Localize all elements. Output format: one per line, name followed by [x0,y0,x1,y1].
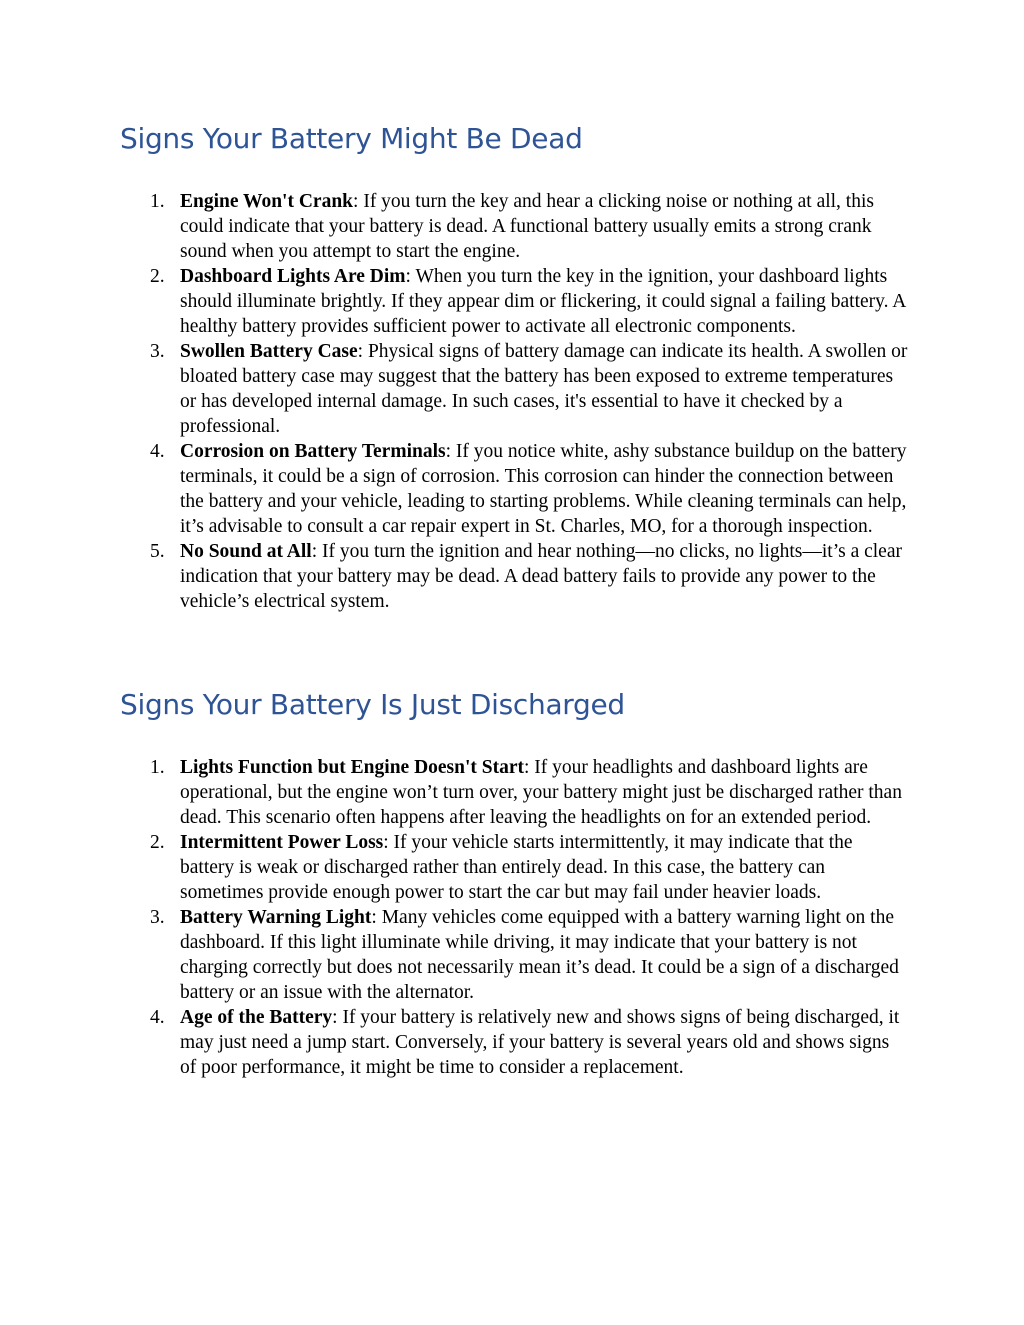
list-item-text: : Many vehicles come equipped with a battery warning light on the dashboard. If this light illuminate while driving, it may indicate that your battery is not charging correctly but does not necessarily mean it’s dead. It could be a sign of a discharged battery or an issue with the alternator. [180,907,899,1003]
list-item-term: Intermittent Power Loss [180,832,384,853]
list-item-text: : If your battery is relatively new and shows signs of being discharged, it may just need a jump start. Conversely, if your battery is several years old and shows signs of poor performance, it might be time to consider a replacement. [180,1007,900,1078]
list-item-text: : If you turn the ignition and hear nothing—no clicks, no lights—it’s a clear indication that your battery may be dead. A dead battery fails to provide any power to the vehicle’s electrical system. [180,541,902,612]
discharged-signs-list [150,755,910,1080]
section-heading-dead: Signs Your Battery Might Be Dead [120,122,583,155]
list-item-number: 4. [150,441,165,462]
list-item-term: Swollen Battery Case [180,341,358,362]
list-item [150,264,910,339]
list-item-text: : If your vehicle starts intermittently, it may indicate that the battery is weak or discharged rather than entirely dead. In this case, the battery can sometimes provide enough power to start the car but may fail under heavier loads. [180,832,853,903]
list-item-number: 3. [150,907,165,928]
list-item-number: 3. [150,341,165,362]
list-item-number: 5. [150,541,165,562]
list-item-text: : When you turn the key in the ignition, your dashboard lights should illuminate brightly. If they appear dim or flickering, it could signal a failing battery. A healthy battery provides sufficient power to activate all electronic components. [180,266,906,337]
list-item-number: 4. [150,1007,165,1028]
list-item-number: 2. [150,266,165,287]
list-item [150,439,910,539]
list-item [150,755,910,830]
list-item-term: Engine Won't Crank [180,191,354,212]
list-item [150,339,910,439]
list-item-text: : If your headlights and dashboard lights are operational, but the engine won’t turn over, your battery might just be discharged rather than dead. This scenario often happens after leaving the headlights on for an extended period. [180,757,902,828]
list-item [150,189,910,264]
list-item [150,830,910,905]
list-item-number: 1. [150,191,165,212]
list-item-number: 2. [150,832,165,853]
list-item-term: Corrosion on Battery Terminals [180,441,446,462]
section-heading-discharged: Signs Your Battery Is Just Discharged [120,688,625,721]
list-item-number: 1. [150,757,165,778]
list-item-text: : If you turn the key and hear a clicking noise or nothing at all, this could indicate that your battery is dead. A functional battery usually emits a strong crank sound when you attempt to start the engine. [180,191,874,262]
list-item [150,1005,910,1080]
list-item-term: Battery Warning Light [180,907,372,928]
list-item-term: Dashboard Lights Are Dim [180,266,406,287]
list-item-term: Age of the Battery [180,1007,333,1028]
list-item-term: No Sound at All [180,541,312,562]
list-item-text: : If you notice white, ashy substance buildup on the battery terminals, it could be a sign of corrosion. This corrosion can hinder the connection between the battery and your vehicle, leading to starting problems. While cleaning terminals can help, it’s advisable to consult a car repair expert in St. Charles, MO, for a thorough inspection. [180,441,907,537]
dead-signs-list [150,189,910,614]
list-item-text: : Physical signs of battery damage can indicate its health. A swollen or bloated battery case may suggest that the battery has been exposed to extreme temperatures or has developed internal damage. In such cases, it's essential to have it checked by a professional. [180,341,908,437]
list-item [150,539,910,614]
list-item-term: Lights Function but Engine Doesn't Start [180,757,525,778]
list-item [150,905,910,1005]
